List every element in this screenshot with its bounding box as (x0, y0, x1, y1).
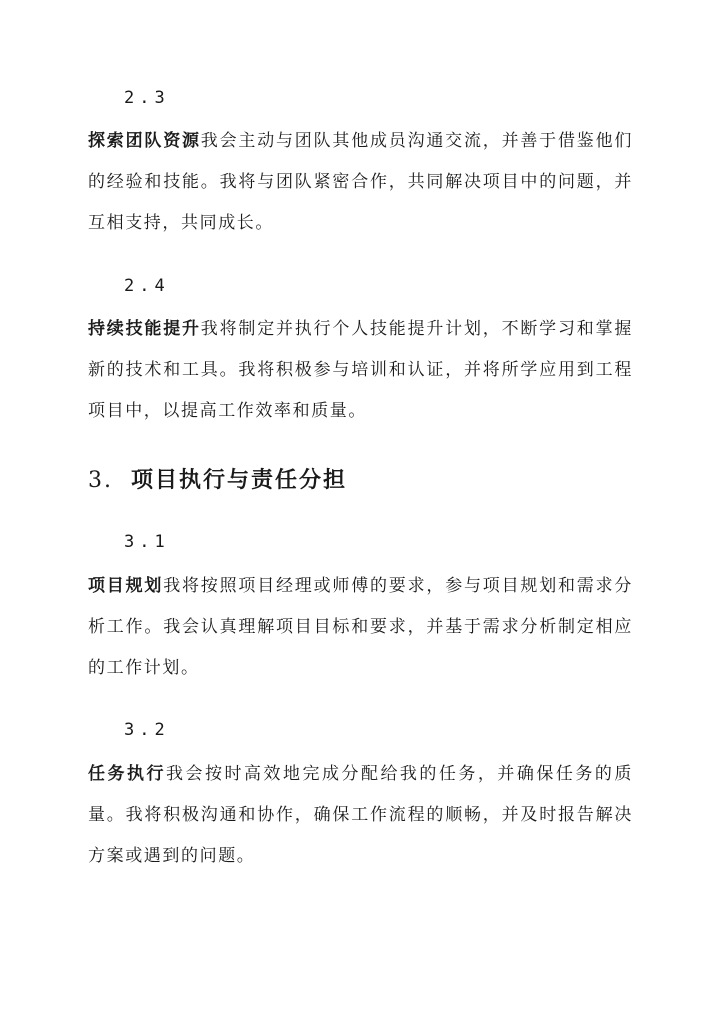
paragraph-lead: 持续技能提升 (88, 319, 201, 339)
paragraph (88, 754, 633, 877)
paragraph (88, 121, 633, 244)
paragraph (88, 566, 633, 689)
paragraph-text: 我将制定并执行个人技能提升计划，不断学习和掌握新的技术和工具。我将积极参与培训和认证，并将所学应用到工程项目中，以提高工作效率和质量。 (88, 319, 633, 421)
section-heading-title: 项目执行与责任分担 (131, 468, 348, 493)
subsection-number: 2.3 (124, 88, 170, 108)
paragraph-lead: 项目规划 (88, 576, 164, 596)
paragraph-lead: 探索团队资源 (88, 131, 201, 151)
subsection-number: 2.4 (124, 276, 170, 296)
paragraph-text: 我会按时高效地完成分配给我的任务，并确保任务的质量。我将积极沟通和协作，确保工作流程的顺畅，并及时报告解决方案或遇到的问题。 (88, 764, 633, 866)
paragraph (88, 309, 633, 432)
subsection-number: 3.2 (124, 720, 170, 740)
section-heading-number: 3. (88, 468, 113, 493)
paragraph-lead: 任务执行 (88, 764, 166, 784)
subsection-number: 3.1 (124, 532, 170, 552)
section-heading (88, 463, 347, 494)
paragraph-text: 我将按照项目经理或师傅的要求，参与项目规划和需求分析工作。我会认真理解项目目标和要求，并基于需求分析制定相应的工作计划。 (88, 576, 633, 678)
paragraph-text: 我会主动与团队其他成员沟通交流，并善于借鉴他们的经验和技能。我将与团队紧密合作，共同解决项目中的问题，并互相支持，共同成长。 (88, 131, 633, 233)
